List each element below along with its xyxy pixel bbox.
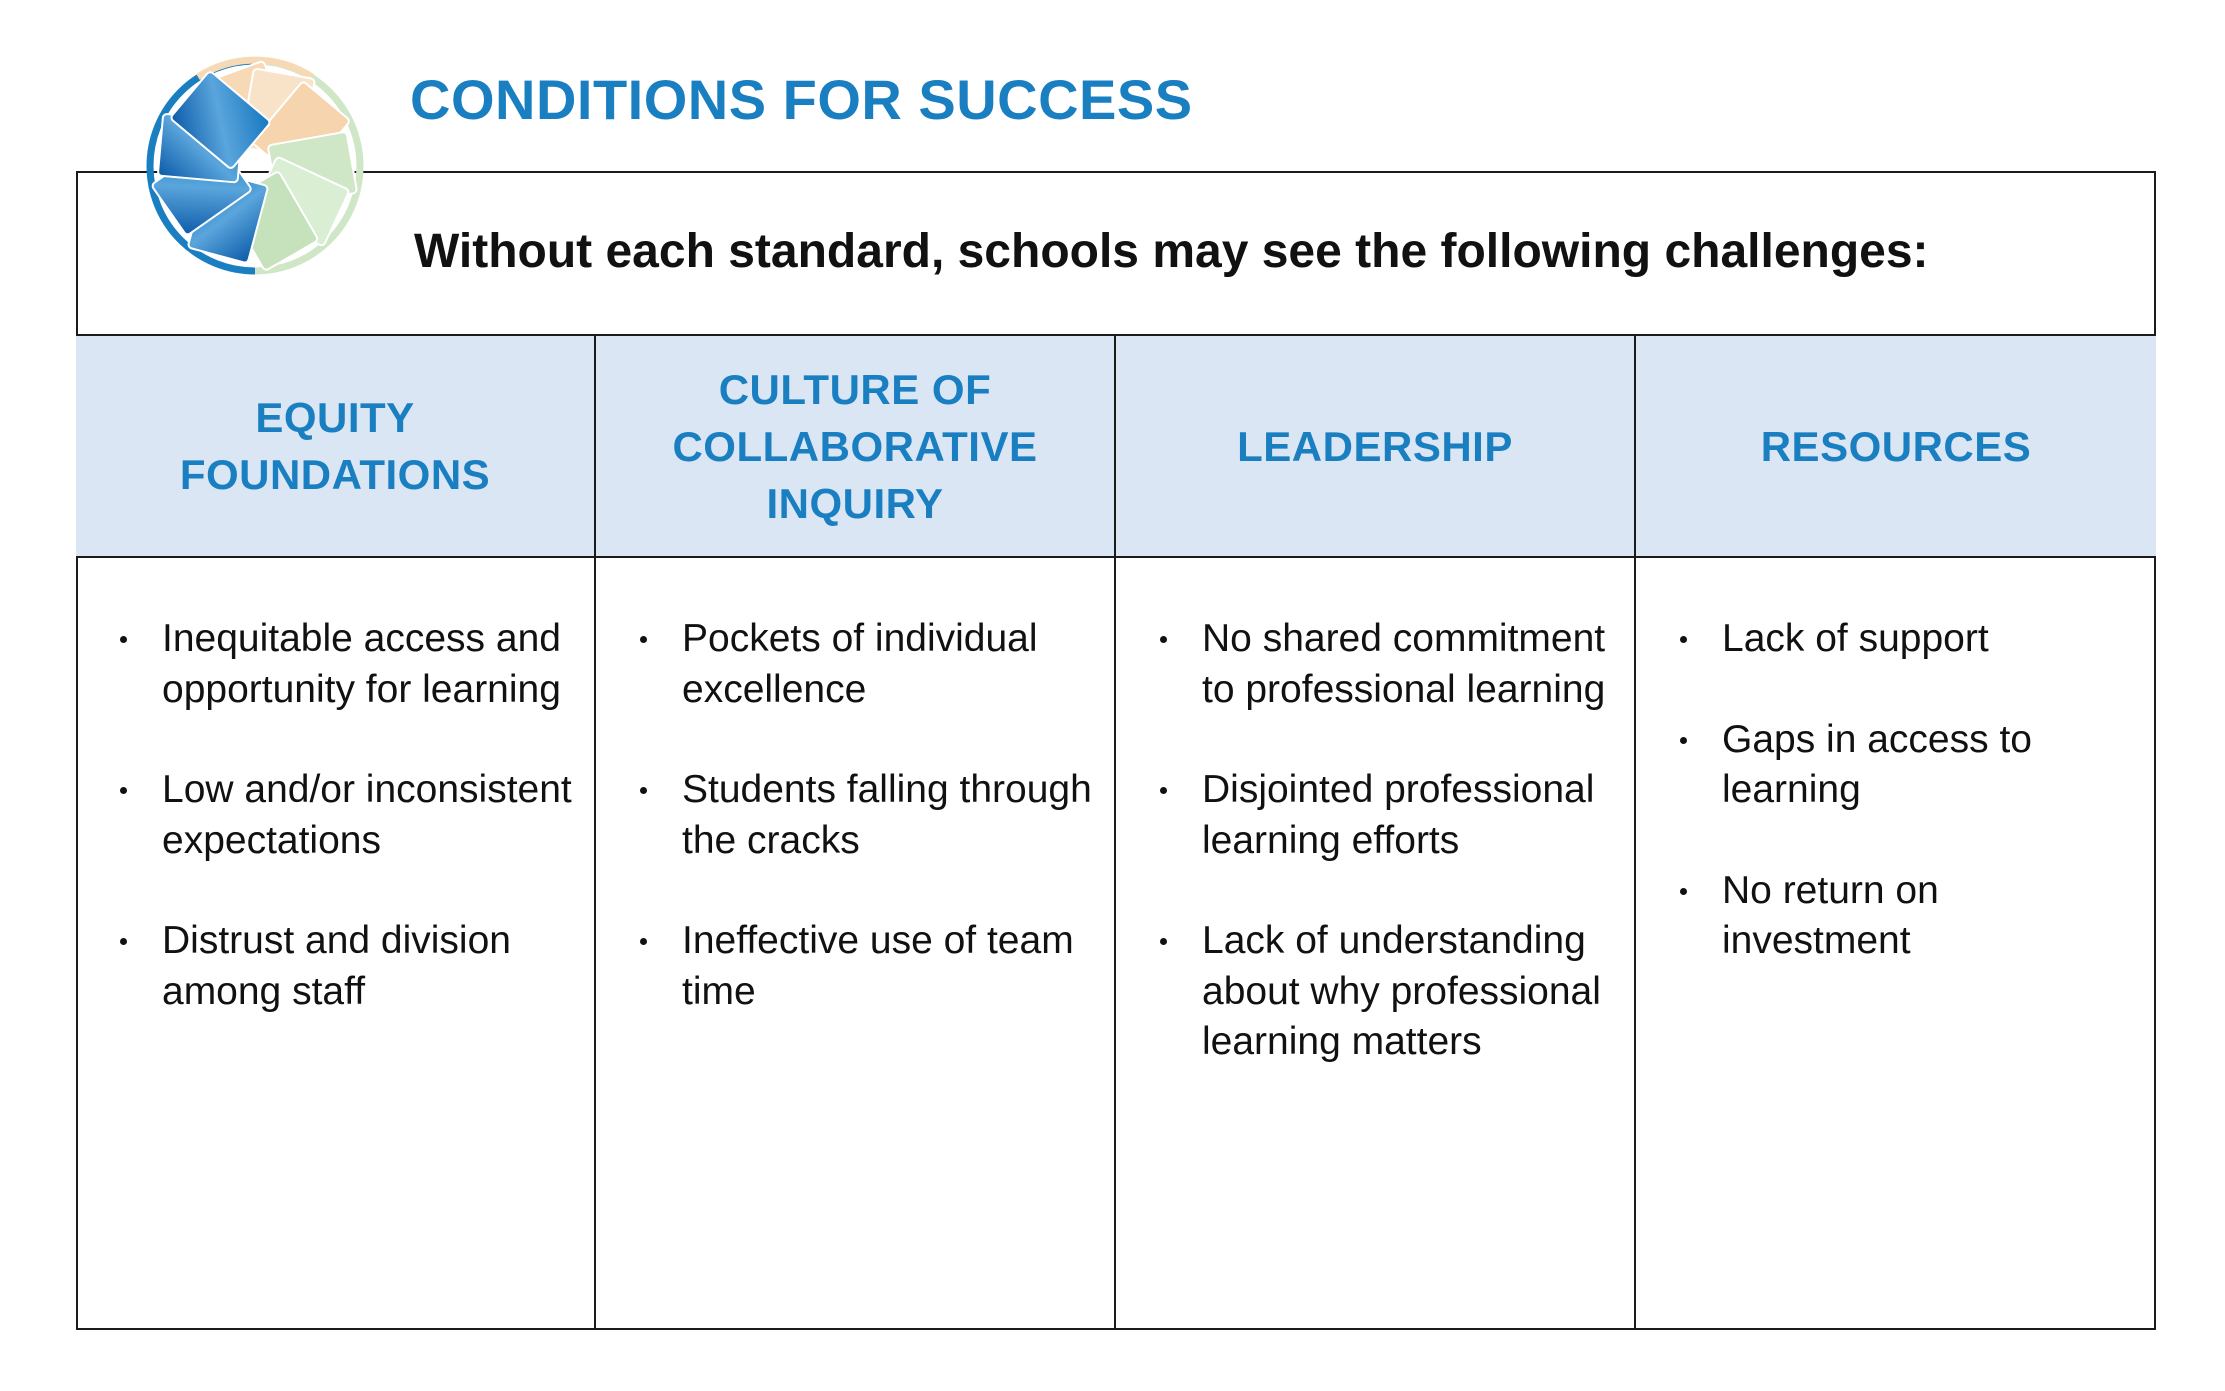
bullet-icon xyxy=(640,787,647,794)
list-item xyxy=(1160,916,1614,1068)
list-item xyxy=(120,916,574,1017)
table-subtitle: Without each standard, schools may see the following challenges: xyxy=(414,225,1929,278)
list-item-text: Disjointed professional learning efforts xyxy=(1202,768,1595,862)
list-item-text: Students falling through the cracks xyxy=(682,768,1092,862)
list-item xyxy=(1680,715,2136,816)
column-cell-resources xyxy=(1636,558,2156,1330)
page-title: CONDITIONS FOR SUCCESS xyxy=(410,68,1193,131)
list-item-text: Gaps in access to learning xyxy=(1722,717,2032,811)
list-item-text: Ineffective use of team time xyxy=(682,919,1074,1013)
list-item-text: Low and/or inconsistent expectations xyxy=(162,768,572,862)
list-item xyxy=(1160,765,1614,866)
bullet-icon xyxy=(120,636,127,643)
bullet-icon xyxy=(1680,636,1687,643)
list-item-text: Distrust and division among staff xyxy=(162,919,511,1013)
list-item xyxy=(120,614,574,715)
column-header-resources xyxy=(1636,334,2156,558)
list-item xyxy=(1680,866,2136,967)
column-header-culture-of-collaborative-inquiry xyxy=(596,334,1116,558)
bullet-icon xyxy=(120,787,127,794)
challenge-list xyxy=(120,614,574,1017)
list-item xyxy=(640,614,1094,715)
list-item xyxy=(640,916,1094,1017)
column-cell-leadership xyxy=(1116,558,1636,1330)
list-item-text: Pockets of individual excellence xyxy=(682,617,1038,711)
column-header-line: EQUITY xyxy=(255,394,415,441)
column-header-line: LEADERSHIP xyxy=(1237,422,1513,470)
bullet-icon xyxy=(1160,787,1167,794)
column-cell-culture-of-collaborative-inquiry xyxy=(596,558,1116,1330)
bullet-icon xyxy=(640,636,647,643)
column-header-line: FOUNDATIONS xyxy=(179,451,491,498)
list-item-text: Inequitable access and opportunity for learning xyxy=(162,617,561,711)
bullet-icon xyxy=(120,938,127,945)
challenge-list xyxy=(1160,614,1614,1068)
column-header-equity-foundations xyxy=(76,334,596,558)
list-item-text: Lack of understanding about why professional learning matters xyxy=(1202,919,1601,1063)
pinwheel-logo-icon xyxy=(138,49,372,283)
challenge-list xyxy=(1680,614,2136,967)
column-header-line: INQUIRY xyxy=(766,479,944,527)
column-header-line: CULTURE OF xyxy=(718,365,992,413)
bullet-icon xyxy=(1160,636,1167,643)
challenge-list xyxy=(640,614,1094,1017)
bullet-icon xyxy=(1680,737,1687,744)
bullet-icon xyxy=(640,938,647,945)
list-item-text: No return on investment xyxy=(1722,868,1939,962)
bullet-icon xyxy=(1160,938,1167,945)
challenges-table xyxy=(76,334,2156,1330)
bullet-icon xyxy=(1680,888,1687,895)
column-header-leadership xyxy=(1116,334,1636,558)
list-item xyxy=(1680,614,2136,665)
column-header-line: COLLABORATIVE xyxy=(672,422,1038,470)
list-item xyxy=(640,765,1094,866)
list-item-text: No shared commitment to professional learning xyxy=(1202,617,1606,711)
column-header-line: RESOURCES xyxy=(1760,422,2032,470)
list-item-text: Lack of support xyxy=(1722,617,1989,660)
list-item xyxy=(1160,614,1614,715)
list-item xyxy=(120,765,574,866)
column-cell-equity-foundations xyxy=(76,558,596,1330)
